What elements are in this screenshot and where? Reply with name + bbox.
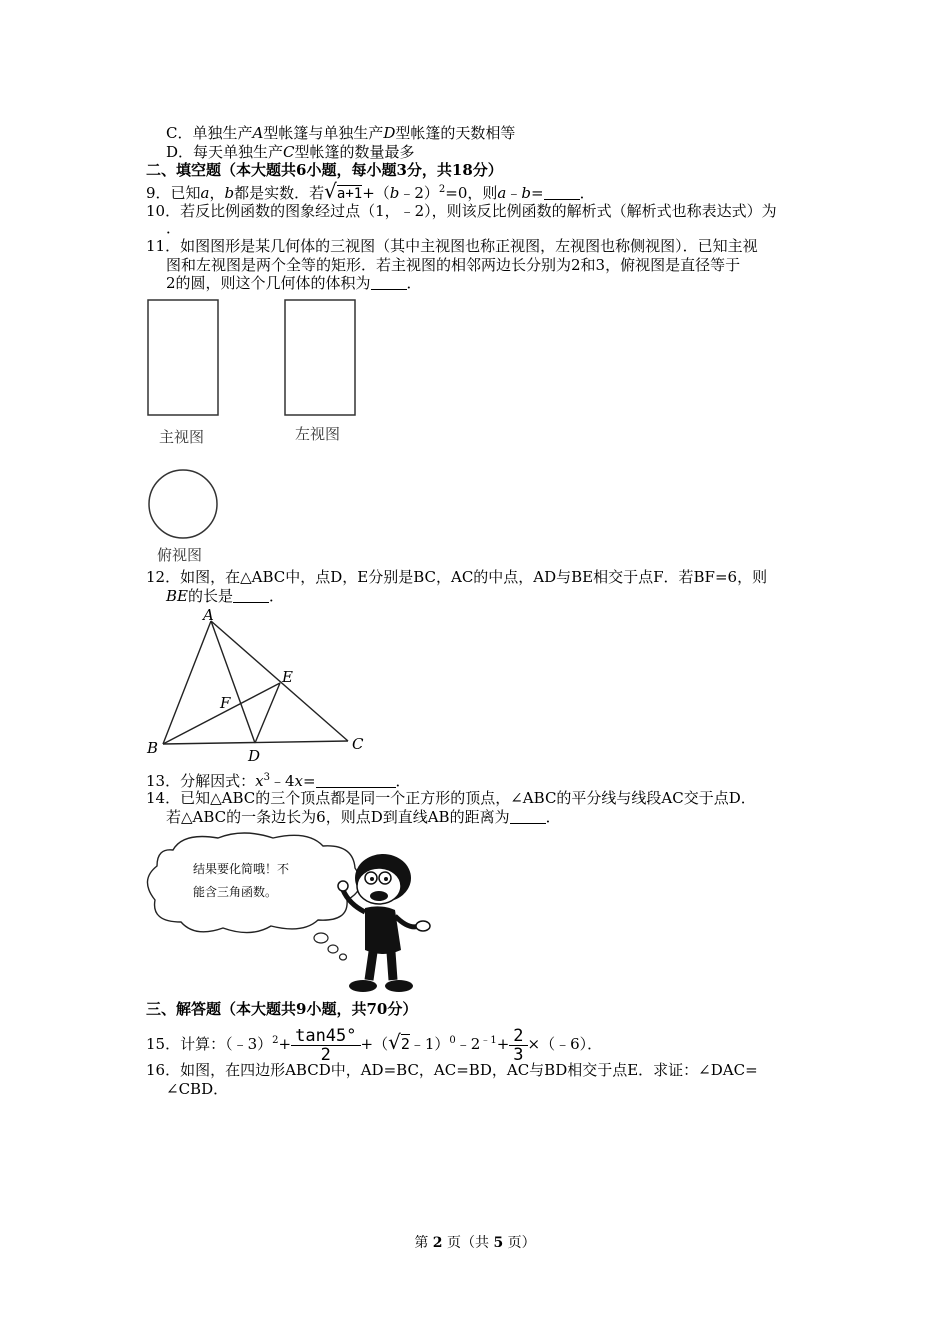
question-11-line-3: 2的圆，则这个几何体的体积为 ． (166, 274, 422, 292)
question-14-line-2: 若△ABC的一条边长为6，则点D到直线AB的距离为 ． (166, 808, 561, 826)
question-11-line-1: 11．如图图形是某几何体的三视图（其中主视图也称正视图，左视图也称侧视图）．已知主视 (146, 237, 758, 255)
cartoon-figure (143, 830, 433, 998)
median-be (163, 683, 280, 744)
fraction-2-over-3: $\frac{2}{3}$ (509, 1027, 527, 1064)
label-d: D (248, 747, 261, 765)
page-footer: 第 2 页（共 5 页） (414, 1235, 536, 1251)
question-13: 13．分解因式：$x^3﹣4x=$ ． (146, 772, 411, 790)
option-d: D．每天单独生产C型帐篷的数量最多 (166, 143, 415, 161)
left-view-rect (285, 300, 355, 415)
answer-blank (316, 773, 396, 788)
label-f: F (220, 694, 231, 712)
bubble-dot-3 (340, 954, 347, 960)
top-view-circle (149, 470, 217, 538)
segment-de (255, 683, 280, 743)
question-16-line-2: ∠CBD． (166, 1080, 229, 1098)
front-view-label: 主视图 (159, 428, 205, 446)
answer-blank (233, 588, 269, 603)
question-10: 10．若反比例函数的图象经过点（1，﹣2），则该反比例函数的解析式（解析式也称表达式）为 (146, 202, 777, 220)
question-14-line-1: 14．已知△ABC的三个顶点都是同一个正方形的顶点，∠ABC的平分线与线段AC交于点D． (146, 789, 756, 807)
answer-blank (510, 809, 546, 824)
question-9: 9．已知a，b都是实数．若√a+1+（b﹣2）$^2$=0，则a﹣b= ． (146, 179, 595, 203)
label-e: E (282, 668, 293, 686)
median-ad (211, 621, 255, 743)
side-ac (211, 621, 348, 741)
label-a: A (203, 606, 214, 624)
answer-blank (371, 275, 407, 290)
question-12-line-1: 12．如图，在△ABC中，点D，E分别是BC，AC的中点，AD与BE相交于点F．若BF=6，则 (146, 568, 768, 586)
bubble-dot-1 (314, 933, 328, 943)
front-view-rect (148, 300, 218, 415)
fraction-tan45-over-2: $\frac{\tan 45^\circ}{2}$ (291, 1027, 360, 1064)
question-12-line-2: BE的长是 ． (166, 587, 285, 605)
bubble-text-2: 能含三角函数。 (193, 885, 278, 899)
triangle-figure (143, 606, 368, 766)
question-16-line-1: 16．如图，在四边形ABCD中，AD=BC，AC=BD，AC与BD相交于点E．求证：∠DAC= (146, 1061, 758, 1079)
thought-bubble (147, 833, 360, 933)
bubble-dot-2 (328, 945, 338, 953)
label-c: C (352, 735, 364, 753)
section-3-heading: 三、解答题（本大题共9小题，共70分） (146, 1000, 418, 1018)
left-view-label: 左视图 (295, 425, 341, 443)
three-views-figure (143, 296, 358, 566)
bubble-text-1: 结果要化简哦！不 (193, 862, 290, 876)
question-11-line-2: 图和左视图是两个全等的矩形．若主视图的相邻两边长分别为2和3，俯视图是直径等于 (166, 256, 741, 274)
answer-blank (544, 185, 580, 200)
question-10-end: ． (166, 219, 182, 237)
top-view-label: 俯视图 (157, 546, 203, 564)
option-c: C．单独生产A型帐篷与单独生产D型帐篷的天数相等 (166, 124, 516, 142)
side-ab (163, 621, 211, 744)
section-2-heading: 二、填空题（本大题共6小题，每小题3分，共18分） (146, 161, 503, 179)
label-b: B (147, 739, 159, 757)
question-15: 15．计算：（﹣3）$^2$+ $\frac{\tan 45^\circ}{2}$ $+(√2﹣1)^0﹣2^{﹣1}+$ $\frac{2}{3}$ ×（﹣6）． (146, 1025, 603, 1065)
